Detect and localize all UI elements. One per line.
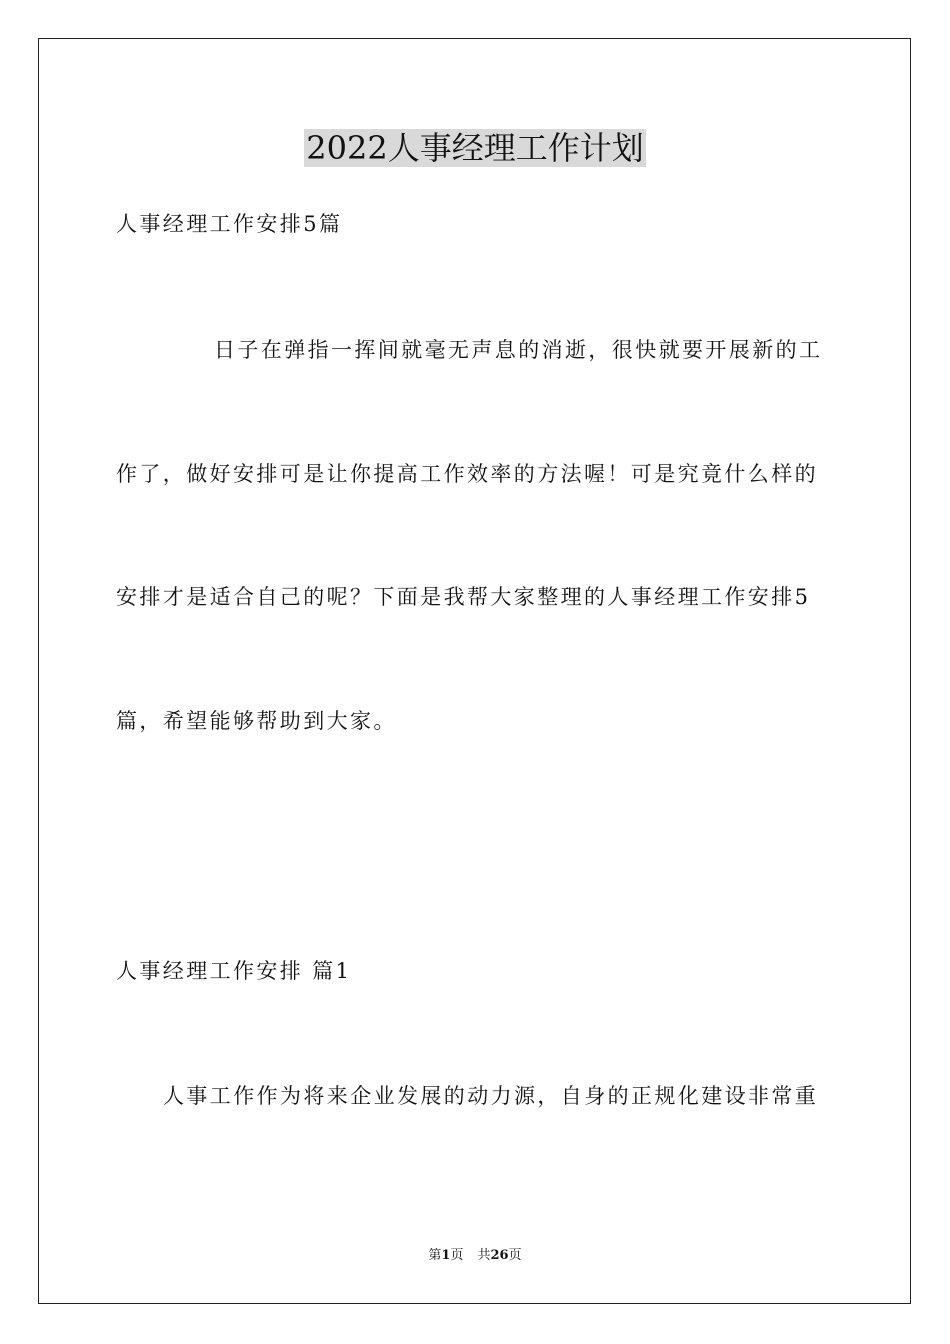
intro-line-3: 安排才是适合自己的呢？下面是我帮大家整理的人事经理工作安排5 xyxy=(116,585,811,609)
page-footer xyxy=(0,1246,950,1266)
intro-line-2: 作了，做好安排可是让你提高工作效率的方法喔！可是究竟什么样的 xyxy=(116,462,818,486)
page-number-current: 1 xyxy=(441,1248,451,1263)
section-heading: 人事经理工作安排 篇1 xyxy=(116,959,352,983)
page-total-unit: 页 xyxy=(508,1248,522,1263)
page-total-prefix: 共 xyxy=(477,1248,491,1263)
document-title xyxy=(0,126,950,170)
intro-line-4: 篇，希望能够帮助到大家。 xyxy=(116,709,397,733)
page-number-unit: 页 xyxy=(450,1248,464,1263)
page-number-prefix: 第 xyxy=(428,1248,442,1263)
section-first-line: 人事工作作为将来企业发展的动力源，自身的正规化建设非常重 xyxy=(163,1084,819,1108)
page-total-count: 26 xyxy=(490,1248,509,1263)
document-subtitle: 人事经理工作安排5篇 xyxy=(116,212,343,236)
document-title-text: 2022人事经理工作计划 xyxy=(306,129,644,167)
intro-line-1: 日子在弹指一挥间就毫无声息的消逝，很快就要开展新的工 xyxy=(214,338,823,362)
